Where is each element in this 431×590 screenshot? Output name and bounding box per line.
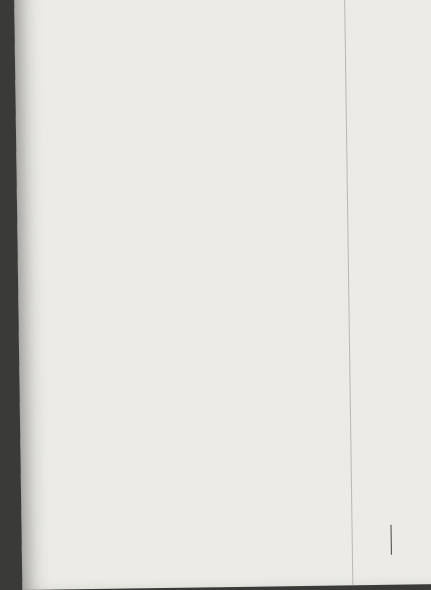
page-number-rule [391, 525, 392, 555]
toc-column-2 [151, 63, 263, 78]
toc-column-1 [55, 64, 163, 66]
book-page [14, 0, 431, 590]
margin-rule [344, 0, 353, 585]
toc-continued-entries [151, 63, 263, 65]
toc-column-3 [248, 61, 368, 63]
